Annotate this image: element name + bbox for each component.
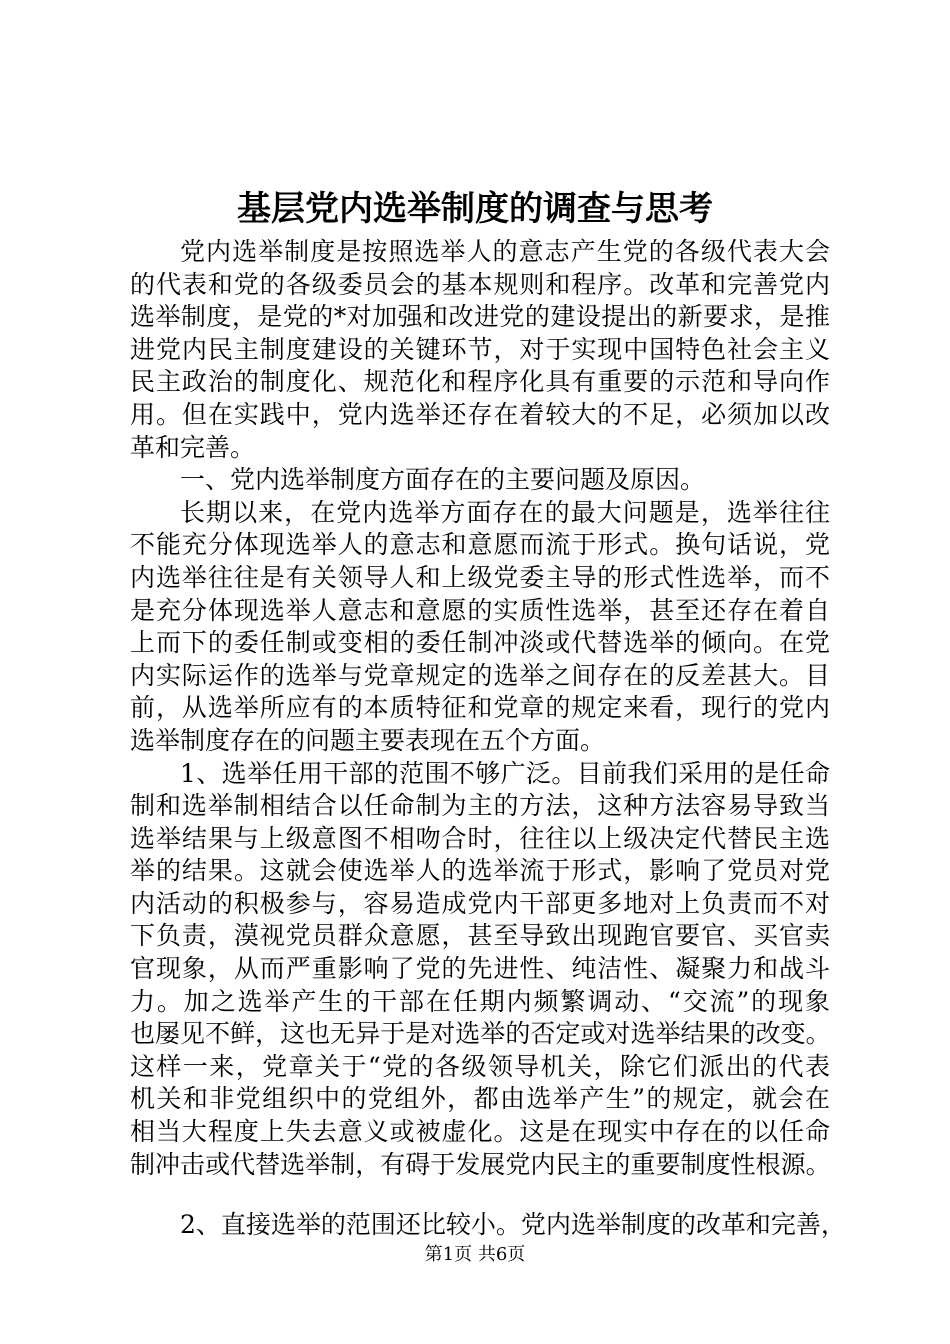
paragraph-line: 选举结果与上级意图不相吻合时，往往以上级决定代替民主选 — [130, 823, 830, 853]
paragraph-line: 官现象，从而严重影响了党的先进性、纯洁性、凝聚力和战斗 — [130, 954, 830, 984]
paragraph-line: 2、直接选举的范围还比较小。党内选举制度的改革和完善， — [180, 1210, 846, 1240]
paragraph-line: 举的结果。这就会使选举人的选举流于形式，影响了党员对党 — [130, 856, 830, 886]
paragraph-line: 用。但在实践中，党内选举还存在着较大的不足，必须加以改 — [130, 399, 830, 429]
paragraph-line: 1、选举任用干部的范围不够广泛。目前我们采用的是任命 — [180, 758, 830, 788]
paragraph-line: 机关和非党组织中的党组外，都由选举产生”的规定，就会在 — [130, 1084, 830, 1114]
section-heading: 一、党内选举制度方面存在的主要问题及原因。 — [180, 465, 706, 495]
paragraph-line: 相当大程度上失去意义或被虚化。这是在现实中存在的以任命 — [130, 1117, 830, 1147]
paragraph-line: 民主政治的制度化、规范化和程序化具有重要的示范和导向作 — [130, 367, 830, 397]
paragraph-line: 也屡见不鲜，这也无异于是对选举的否定或对选举结果的改变。 — [130, 1019, 830, 1049]
paragraph-line: 是充分体现选举人意志和意愿的实质性选举，甚至还存在着自 — [130, 595, 830, 625]
paragraph-line: 选举制度，是党的*对加强和改进党的建设提出的新要求，是推 — [130, 302, 830, 332]
paragraph-line: 上而下的委任制或变相的委任制冲淡或代替选举的倾向。在党 — [130, 628, 830, 658]
paragraph-gap — [130, 1181, 830, 1209]
document-title: 基层党内选举制度的调查与思考 — [237, 189, 713, 229]
paragraph-line: 选举制度存在的问题主要表现在五个方面。 — [130, 725, 606, 755]
paragraph-line: 制冲击或代替选举制，有碍于发展党内民主的重要制度性根源。 — [130, 1149, 830, 1179]
paragraph-line: 下负责，漠视党员群众意愿，甚至导致出现跑官要官、买官卖 — [130, 921, 830, 951]
document-body — [130, 236, 846, 1242]
paragraph-line: 党内选举制度是按照选举人的意志产生党的各级代表大会 — [180, 237, 830, 266]
paragraph-line: 这样一来，党章关于“党的各级领导机关，除它们派出的代表 — [130, 1051, 830, 1081]
paragraph-line: 进党内民主制度建设的关键环节，对于实现中国特色社会主义 — [130, 334, 830, 364]
paragraph-line: 长期以来，在党内选举方面存在的最大问题是，选举往往 — [180, 497, 830, 527]
paragraph-line: 内活动的积极参与，容易造成党内干部更多地对上负责而不对 — [130, 888, 830, 918]
paragraph-line: 力。加之选举产生的干部在任期内频繁调动、“交流”的现象 — [130, 986, 830, 1016]
paragraph-line: 的代表和党的各级委员会的基本规则和程序。改革和完善党内 — [130, 269, 830, 299]
paragraph-line: 革和完善。 — [130, 432, 256, 462]
paragraph-line: 内选举往往是有关领导人和上级党委主导的形式性选举，而不 — [130, 562, 830, 592]
paragraph-line: 制和选举制相结合以任命制为主的方法，这种方法容易导致当 — [130, 791, 830, 821]
page-footer: 第1页 共6页 — [424, 1244, 526, 1265]
paragraph-line: 内实际运作的选举与党章规定的选举之间存在的反差甚大。目 — [130, 660, 830, 690]
paragraph-line: 前，从选举所应有的本质特征和党章的规定来看，现行的党内 — [130, 693, 830, 723]
paragraph-line: 不能充分体现选举人的意志和意愿而流于形式。换句话说，党 — [130, 530, 830, 560]
